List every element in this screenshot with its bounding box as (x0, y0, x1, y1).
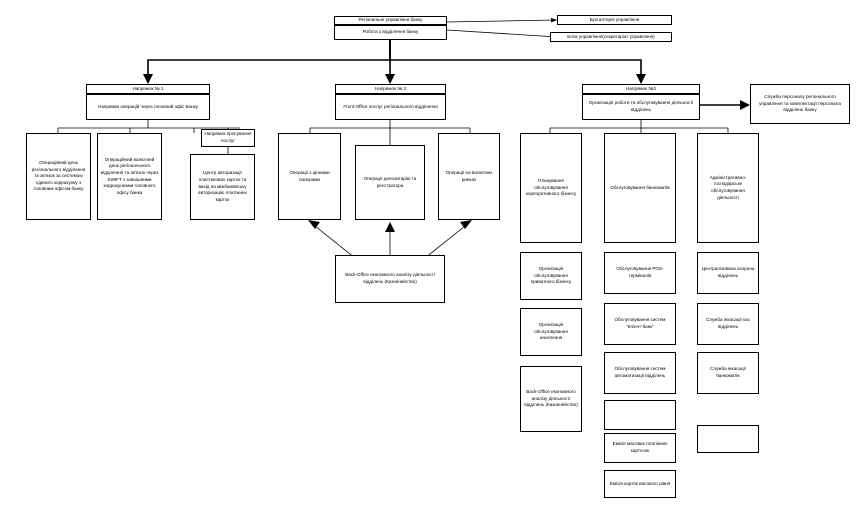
node-d3c-blank (697, 425, 759, 453)
node-direction3-body: Організація роботи та обслуговування діяльності відділень (582, 94, 700, 120)
node-d3b-mass-card-issue: Емісія масових платіжних карточок (604, 433, 676, 463)
node-direction1-title: Напрямок № 1 (86, 84, 210, 94)
node-direction2-title: Напрямок № 2 (335, 84, 446, 94)
node-hr-service: Служба персоналу регіонального управління та комплектації персонала відділень банку (750, 84, 850, 124)
node-promotion-direction: Напрямок просування послуг (201, 129, 255, 147)
node-d3b-pos-terminals: Обслуговування POS-терміналів (604, 252, 676, 294)
node-d3c-admin-economic-service: Адміністративно-господарське обслуговування діяльності (697, 133, 759, 243)
node-d3a-back-office: Back-Office економного аналізу діяльності відділень (Казначейство) (520, 366, 582, 432)
node-d1-card-authorization-center: Центр авторизації пластикових карток та вихід на міжбанківську авторизацію платіжних карток (190, 154, 255, 220)
node-d3b-client-bank-systems: Обслуговування систем "Клієнт-банк" (604, 303, 676, 345)
node-regional-management-title: Регіональне управління банку (334, 16, 447, 25)
node-d3b-branch-automation: Обслуговування систем автоматизації відділень (604, 352, 676, 394)
node-d2-depository-registrar: Операції депозитарію та реєстратора (355, 145, 425, 220)
node-d3a-population-service: Організація обслуговування населення (520, 308, 582, 356)
node-direction2-body: Front-Office послуг регіонального відділення (335, 94, 446, 120)
node-d1-currency-day: Операційний валютний день регіонального відділення та зв'язок через SWIFT з зовнішними коррахунками головного офісу банка (97, 133, 162, 220)
node-d3c-atm-collection: Служба інкасації банкоматів (697, 352, 759, 394)
node-d3c-cash-collection: Служба інкасації кас відділень (697, 303, 759, 345)
node-d3b-premium-card-issue: Емісія карток високого рівня (604, 470, 676, 498)
node-direction1-body: Напрямки операцій через головний офіс Банку (86, 94, 210, 120)
node-d2-securities: Операції з цінними паперами (278, 133, 341, 220)
node-direction3-title: Напрямок №3 (582, 84, 700, 94)
node-d2-currency-markets: Операції на валютних ринках (438, 133, 500, 220)
node-d3a-private-business: Організація обслуговування приватного бізнесу (520, 252, 582, 300)
node-d3b-atm-service: Обслуговування банкоматів (604, 133, 676, 243)
node-d2-back-office: Back-Office економного аналізу діяльності відділень (Казначейство) (335, 255, 445, 303)
node-accounting: Бухгалтерія управління (557, 15, 672, 25)
node-regional-management-body: Робота з відділення банку (334, 25, 447, 40)
node-d3c-centralized-security: Централізована охорона відділень (697, 252, 759, 294)
node-d3a-corporate-planning: Планування обслуговування корпоративного бізнесу (520, 133, 582, 243)
node-d1-operational-day: Операційний день регіонального відділення та зв'язок за системою єдиного коррахунку з головним офісом банку (26, 133, 91, 220)
node-d3b-blank (604, 400, 676, 430)
node-management-block: Блок управління(секретаріат управління) (550, 32, 672, 42)
